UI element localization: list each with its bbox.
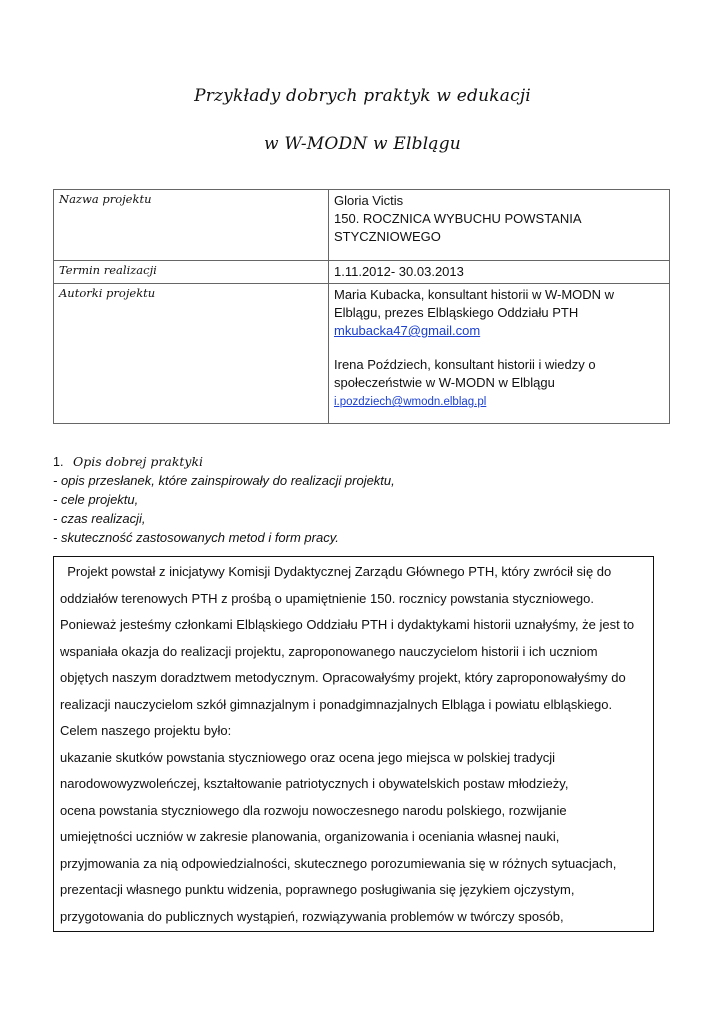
body-line: prezentacji własnego punktu widzenia, poprawnego posługiwania się językiem ojczystym,	[60, 882, 575, 897]
body-line: objętych naszym doradztwem metodycznym. Opracowałyśmy projekt, który zaproponowałyśmy do	[60, 670, 626, 685]
author2-email-link[interactable]: i.pozdziech@wmodn.elblag.pl	[334, 396, 487, 408]
authors-value	[329, 284, 670, 424]
table-row	[54, 284, 670, 424]
body-line: Projekt powstał z inicjatywy Komisji Dydaktycznej Zarządu Głównego PTH, który zwrócił się do	[60, 564, 612, 579]
project-name-line: 150. ROCZNICA WYBUCHU POWSTANIA	[334, 211, 582, 226]
project-info-table	[53, 189, 670, 424]
body-line: przygotowania do publicznych wystąpień, rozwiązywania problemów w twórczy sposób,	[60, 908, 564, 924]
body-line: ukazanie skutków powstania styczniowego oraz ocena jego miejsca w polskiej tradycji	[60, 749, 555, 765]
project-name-label: Nazwa projektu	[54, 190, 329, 261]
author2-line: społeczeństwie w W-MODN w Elblągu	[334, 375, 555, 390]
section-number: 1.	[53, 455, 64, 469]
table-row	[54, 190, 670, 261]
period-label: Termin realizacji	[54, 261, 329, 284]
project-name-line: STYCZNIOWEGO	[334, 229, 441, 244]
outline-point: - opis przesłanek, które zainspirowały do realizacji projektu,	[53, 473, 395, 488]
outline-point: - skuteczność zastosowanych metod i form pracy.	[53, 530, 339, 545]
body-line: umiejętności uczniów w zakresie planowania, organizowania i oceniania własnej nauki,	[60, 829, 560, 844]
body-line: Ponieważ jesteśmy członkami Elbląskiego Oddziału PTH i dydaktykami historii uznałyśmy, że jest to	[60, 617, 635, 632]
body-line: realizacji nauczycielom szkół gimnazjalnym i ponadgimnazjalnych Elbląga i powiatu elbląskiego.	[60, 696, 613, 712]
body-line: oddziałów terenowych PTH z prośbą o upamiętnienie 150. rocznicy powstania styczniowego.	[60, 590, 595, 606]
description-text-box	[53, 556, 654, 932]
author1-line: Maria Kubacka, konsultant historii w W-MODN w	[334, 287, 615, 302]
period-value: 1.11.2012- 30.03.2013	[329, 261, 670, 284]
body-line: przyjmowania za nią odpowiedzialności, skutecznego porozumiewania się w różnych sytuacjach,	[60, 855, 617, 871]
body-line: narodowowyzwoleńczej, kształtowanie patriotycznych i obywatelskich postaw młodzieży,	[60, 776, 569, 791]
section-heading-text: Opis dobrej praktyki	[73, 454, 204, 469]
project-name-value	[329, 190, 670, 261]
outline-point: - cele projektu,	[53, 492, 139, 507]
project-name-line: Gloria Victis	[334, 193, 404, 208]
outline-point: - czas realizacji,	[53, 511, 146, 526]
body-line: wspaniała okazja do realizacji projektu, zaproponowanego nauczycielom historii i ich uczniom	[60, 643, 598, 659]
author1-line: Elblągu, prezes Elbląskiego Oddziału PTH	[334, 305, 579, 320]
authors-label: Autorki projektu	[54, 284, 329, 424]
document-subtitle: w W-MODN w Elblągu	[264, 134, 461, 154]
section-heading	[53, 453, 673, 471]
author1-email-link[interactable]: mkubacka47@gmail.com	[334, 323, 481, 338]
document-title: Przykłady dobrych praktyk w edukacji	[194, 86, 531, 106]
author2-line: Irena Poździech, konsultant historii i wiedzy o	[334, 357, 596, 372]
body-line: ocena powstania styczniowego dla rozwoju nowoczesnego narodu polskiego, rozwijanie	[60, 802, 567, 818]
section-description-outline	[53, 453, 673, 547]
body-line: Celem naszego projektu było:	[60, 723, 232, 738]
table-row	[54, 261, 670, 284]
